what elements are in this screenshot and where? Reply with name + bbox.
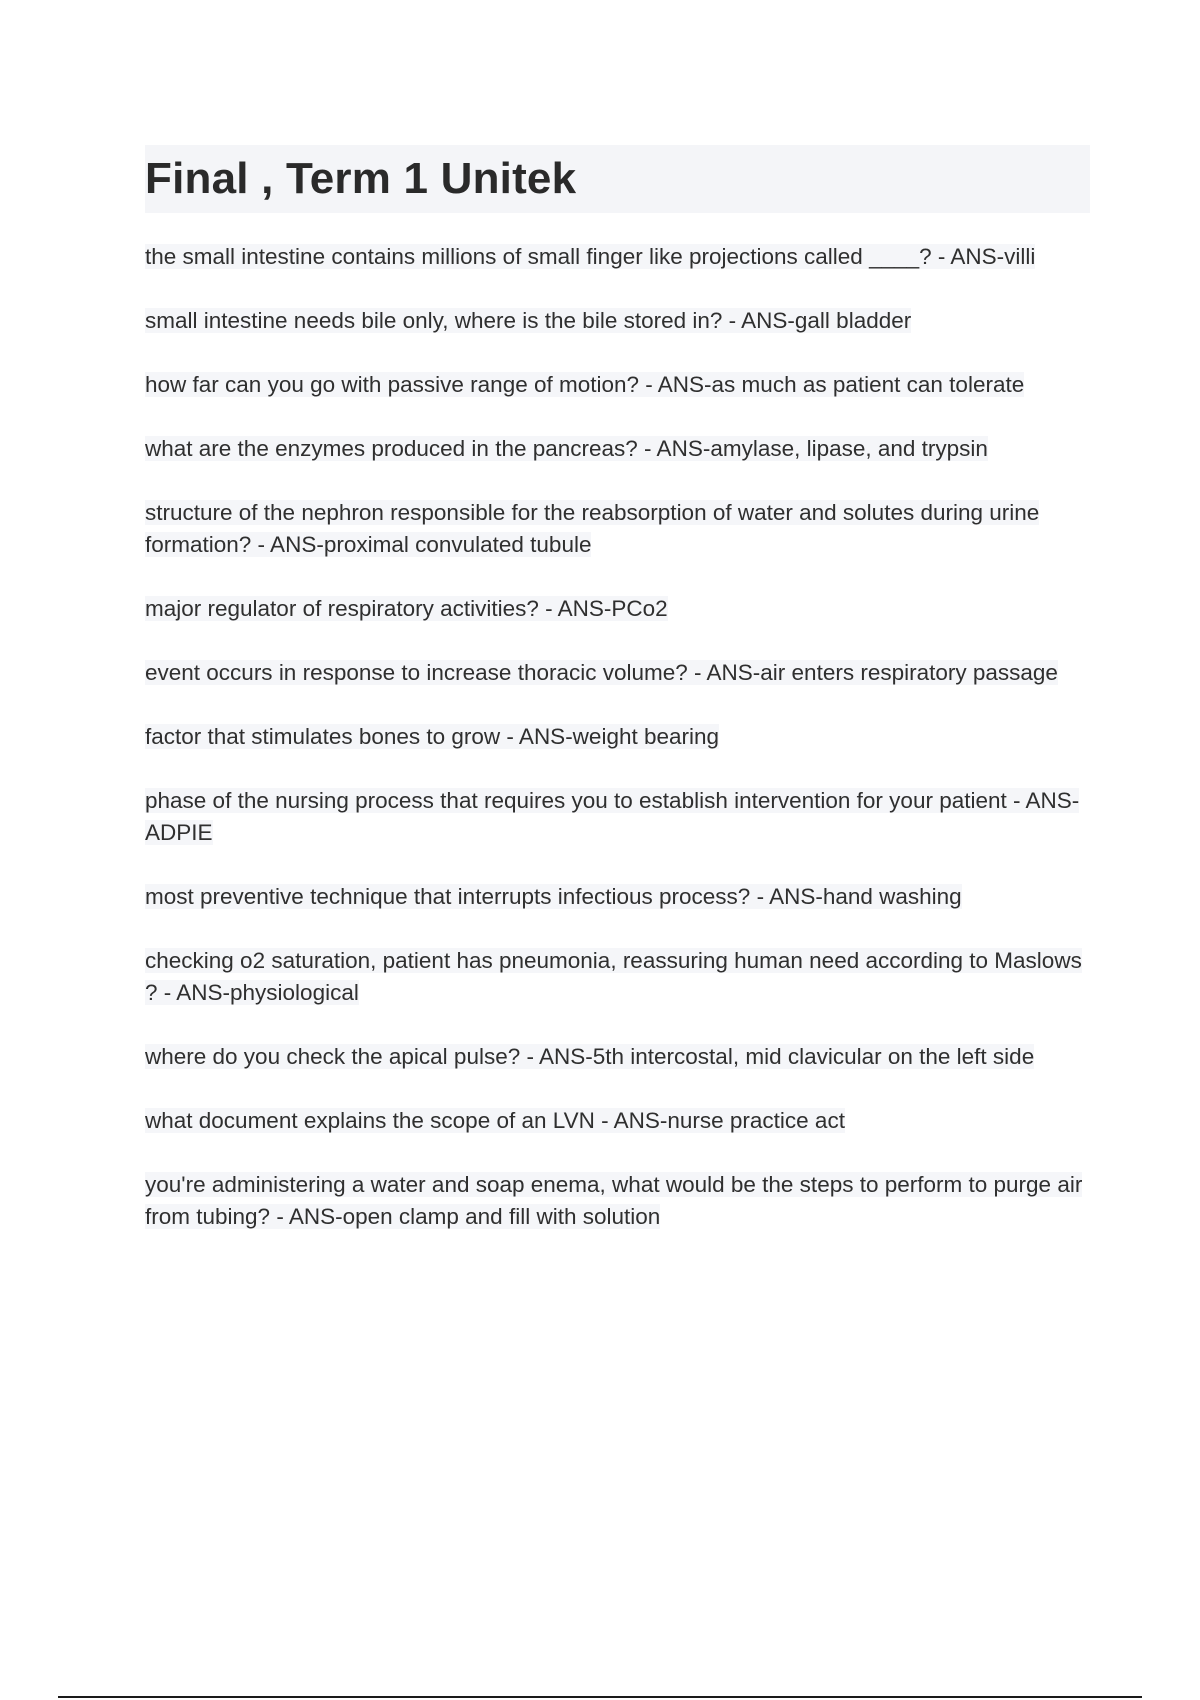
qa-item — [145, 1105, 1090, 1137]
qa-item — [145, 945, 1090, 1009]
qa-item — [145, 497, 1090, 561]
qa-list — [145, 241, 1090, 1265]
qa-item-text: checking o2 saturation, patient has pneumonia, reassuring human need according to Maslows ? - ANS-physiological — [145, 948, 1082, 1005]
qa-item — [145, 1041, 1090, 1073]
title-block — [145, 145, 1090, 213]
qa-item-text: how far can you go with passive range of motion? - ANS-as much as patient can tolerate — [145, 372, 1025, 397]
qa-item — [145, 369, 1090, 401]
qa-item-text: small intestine needs bile only, where is the bile stored in? - ANS-gall bladder — [145, 308, 912, 333]
qa-item-text: what are the enzymes produced in the pancreas? - ANS-amylase, lipase, and trypsin — [145, 436, 988, 461]
qa-item-text: event occurs in response to increase thoracic volume? - ANS-air enters respiratory passage — [145, 660, 1058, 685]
qa-item-text: where do you check the apical pulse? - ANS-5th intercostal, mid clavicular on the left side — [145, 1044, 1035, 1069]
qa-item — [145, 241, 1090, 273]
qa-item — [145, 657, 1090, 689]
qa-item-text: the small intestine contains millions of small finger like projections called ____? - ANS-villi — [145, 244, 1036, 269]
qa-item — [145, 721, 1090, 753]
qa-item-text: you're administering a water and soap enema, what would be the steps to perform to purge air from tubing? - ANS-open clamp and fill with solution — [145, 1172, 1083, 1229]
document-page — [145, 145, 1090, 1265]
qa-item-text: structure of the nephron responsible for the reabsorption of water and solutes during urine formation? - ANS-proximal convulated tubule — [145, 500, 1040, 557]
footer-divider — [58, 1696, 1142, 1698]
qa-item-text: major regulator of respiratory activities? - ANS-PCo2 — [145, 596, 668, 621]
qa-item-text: factor that stimulates bones to grow - ANS-weight bearing — [145, 724, 720, 749]
qa-item — [145, 433, 1090, 465]
qa-item — [145, 881, 1090, 913]
qa-item-text: phase of the nursing process that requires you to establish intervention for your patient - ANS-ADPIE — [145, 788, 1080, 845]
qa-item — [145, 1169, 1090, 1233]
qa-item — [145, 305, 1090, 337]
qa-item — [145, 785, 1090, 849]
qa-item-text: what document explains the scope of an LVN - ANS-nurse practice act — [145, 1108, 845, 1133]
page-title: Final , Term 1 Unitek — [145, 154, 577, 203]
qa-item-text: most preventive technique that interrupts infectious process? - ANS-hand washing — [145, 884, 962, 909]
qa-item — [145, 593, 1090, 625]
